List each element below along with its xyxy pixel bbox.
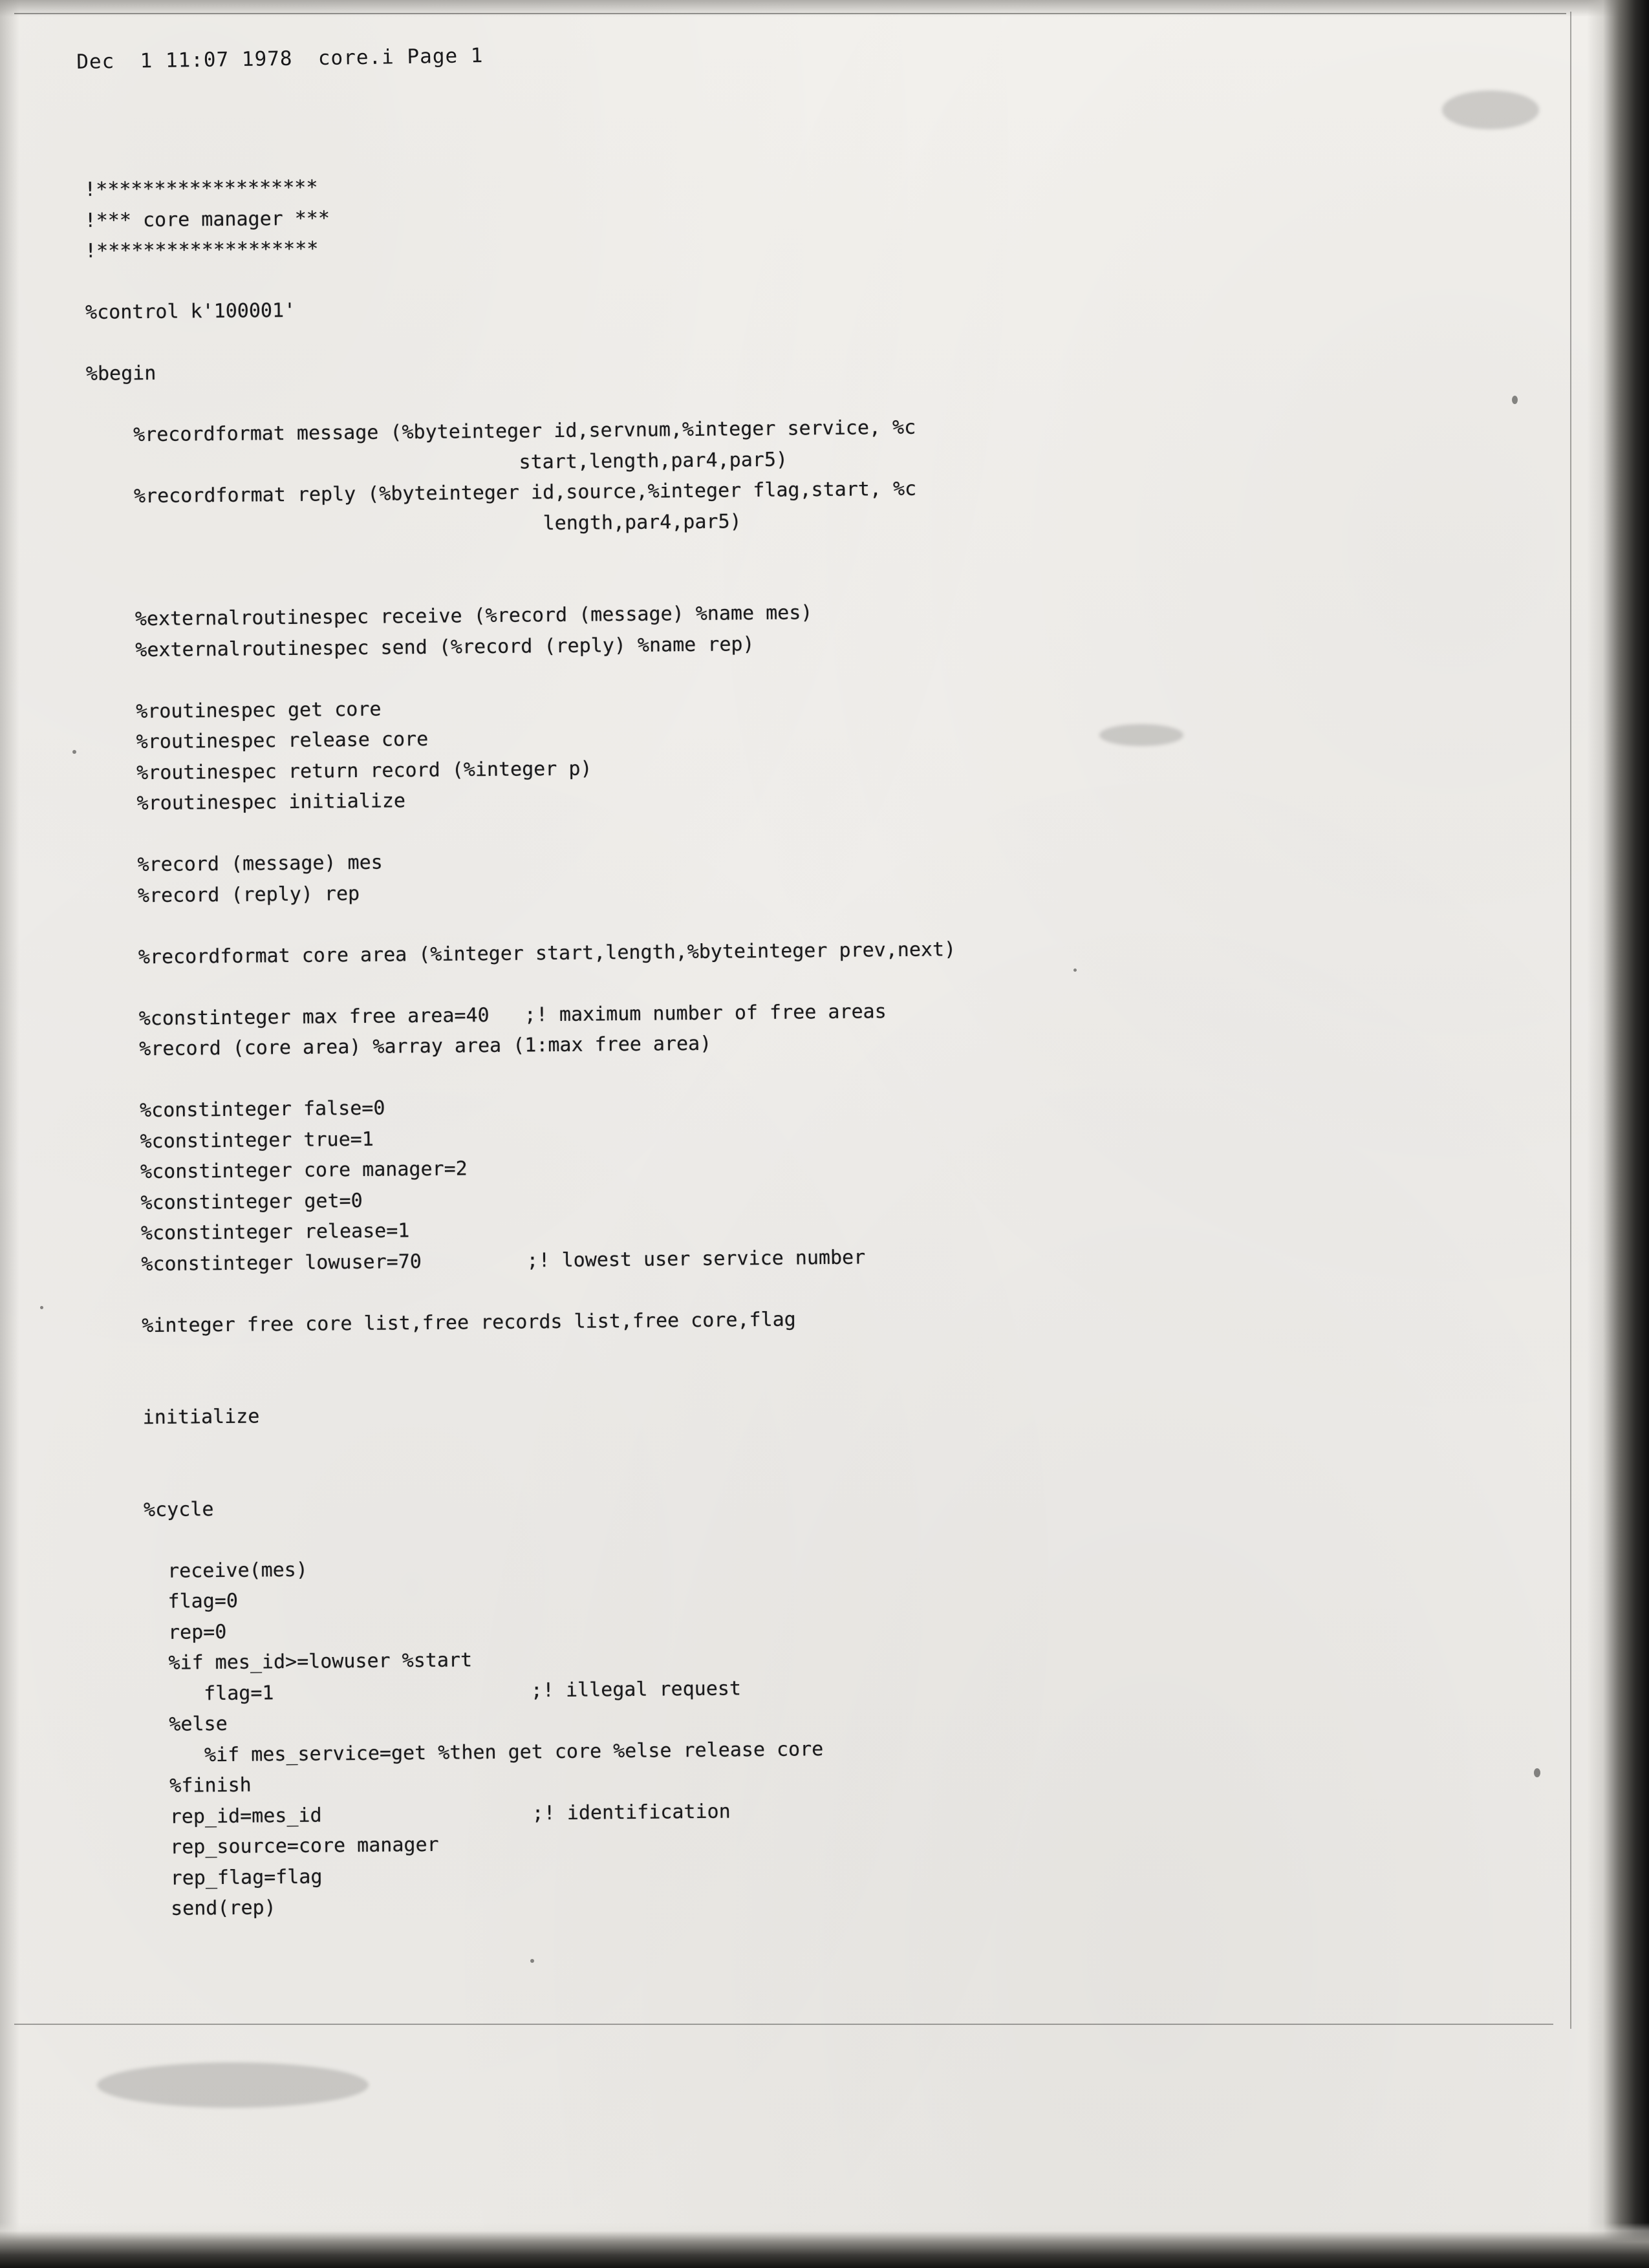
scan-smudge xyxy=(1442,91,1539,129)
code-line: %externalroutinespec receive (%record (message) %name mes) xyxy=(88,601,813,631)
code-line: flag=1 ;! illegal request xyxy=(98,1676,742,1706)
code-line: %constinteger release=1 xyxy=(94,1219,410,1245)
code-line: %constinteger true=1 xyxy=(93,1128,374,1153)
code-line: send(rep) xyxy=(100,1896,276,1921)
scan-edge-bottom xyxy=(0,2223,1649,2268)
scan-edge-right xyxy=(1587,0,1649,2268)
page-header: Dec 1 11:07 1978 core.i Page 1 xyxy=(76,44,484,74)
code-line: %recordformat core area (%integer start,length,%byteinteger prev,next) xyxy=(91,937,956,969)
source-code-listing xyxy=(84,161,1511,1925)
code-line: %finish xyxy=(99,1773,252,1798)
code-line: %if mes_service=get %then get core %else release core xyxy=(99,1737,824,1768)
code-line: %cycle xyxy=(96,1497,214,1522)
dust-speck xyxy=(40,1306,43,1309)
code-line: rep=0 xyxy=(98,1620,227,1645)
code-line: rep_id=mes_id ;! identification xyxy=(100,1800,731,1829)
code-line: %constinteger get=0 xyxy=(94,1189,363,1215)
code-line: %record (core area) %array area (1:max free area) xyxy=(92,1032,712,1061)
page-frame-line-top xyxy=(14,13,1566,14)
scan-edge-left xyxy=(0,0,19,2268)
dust-speck xyxy=(72,750,76,754)
code-line: length,par4,par5) xyxy=(87,509,742,539)
code-line: initialize xyxy=(96,1405,260,1429)
code-line: %else xyxy=(98,1712,228,1737)
code-line: !******************* xyxy=(84,176,318,201)
page-frame-line-bottom xyxy=(14,2024,1553,2025)
code-line: flag=0 xyxy=(98,1589,239,1614)
code-line: %record (reply) rep xyxy=(91,882,360,908)
code-line: %record (message) mes xyxy=(91,851,383,877)
scan-edge-top xyxy=(0,0,1649,17)
code-line: %constinteger false=0 xyxy=(92,1097,385,1122)
code-line: %routinespec get core xyxy=(89,698,382,723)
code-line: !******************* xyxy=(84,237,319,262)
code-line: %if mes_id>=lowuser %start xyxy=(98,1649,473,1675)
dust-speck xyxy=(1073,968,1077,972)
code-line: receive(mes) xyxy=(97,1558,308,1583)
code-line: %routinespec release core xyxy=(89,727,429,754)
code-line: %constinteger max free area=40 ;! maximum number of free areas xyxy=(92,1000,887,1031)
code-line: %constinteger lowuser=70 ;! lowest user service number xyxy=(94,1245,866,1276)
code-line: %externalroutinespec send (%record (reply) %name rep) xyxy=(88,632,755,662)
code-line: rep_flag=flag xyxy=(100,1865,323,1890)
code-line: %routinespec initialize xyxy=(90,789,406,815)
dust-speck xyxy=(1512,396,1518,404)
dust-speck xyxy=(530,1959,534,1963)
code-line: %integer free core list,free records list,free core,flag xyxy=(94,1308,796,1338)
dust-speck xyxy=(1534,1768,1540,1777)
scan-smudge xyxy=(1099,724,1183,746)
scan-smudge xyxy=(97,2062,369,2108)
code-line: !*** core manager *** xyxy=(84,206,330,232)
code-line: %constinteger core manager=2 xyxy=(93,1157,468,1184)
code-line: %recordformat message (%byteinteger id,servnum,%integer service, %c xyxy=(86,416,916,447)
code-line: %routinespec return record (%integer p) xyxy=(89,757,592,785)
code-line: %recordformat reply (%byteinteger id,source,%integer flag,start, %c xyxy=(87,477,917,508)
code-line: %control k'100001' xyxy=(85,299,296,324)
code-line: rep_source=core manager xyxy=(100,1833,439,1859)
page-frame-line-right xyxy=(1570,12,1571,2029)
code-line: start,length,par4,par5) xyxy=(87,448,788,478)
code-line: %begin xyxy=(85,361,156,385)
